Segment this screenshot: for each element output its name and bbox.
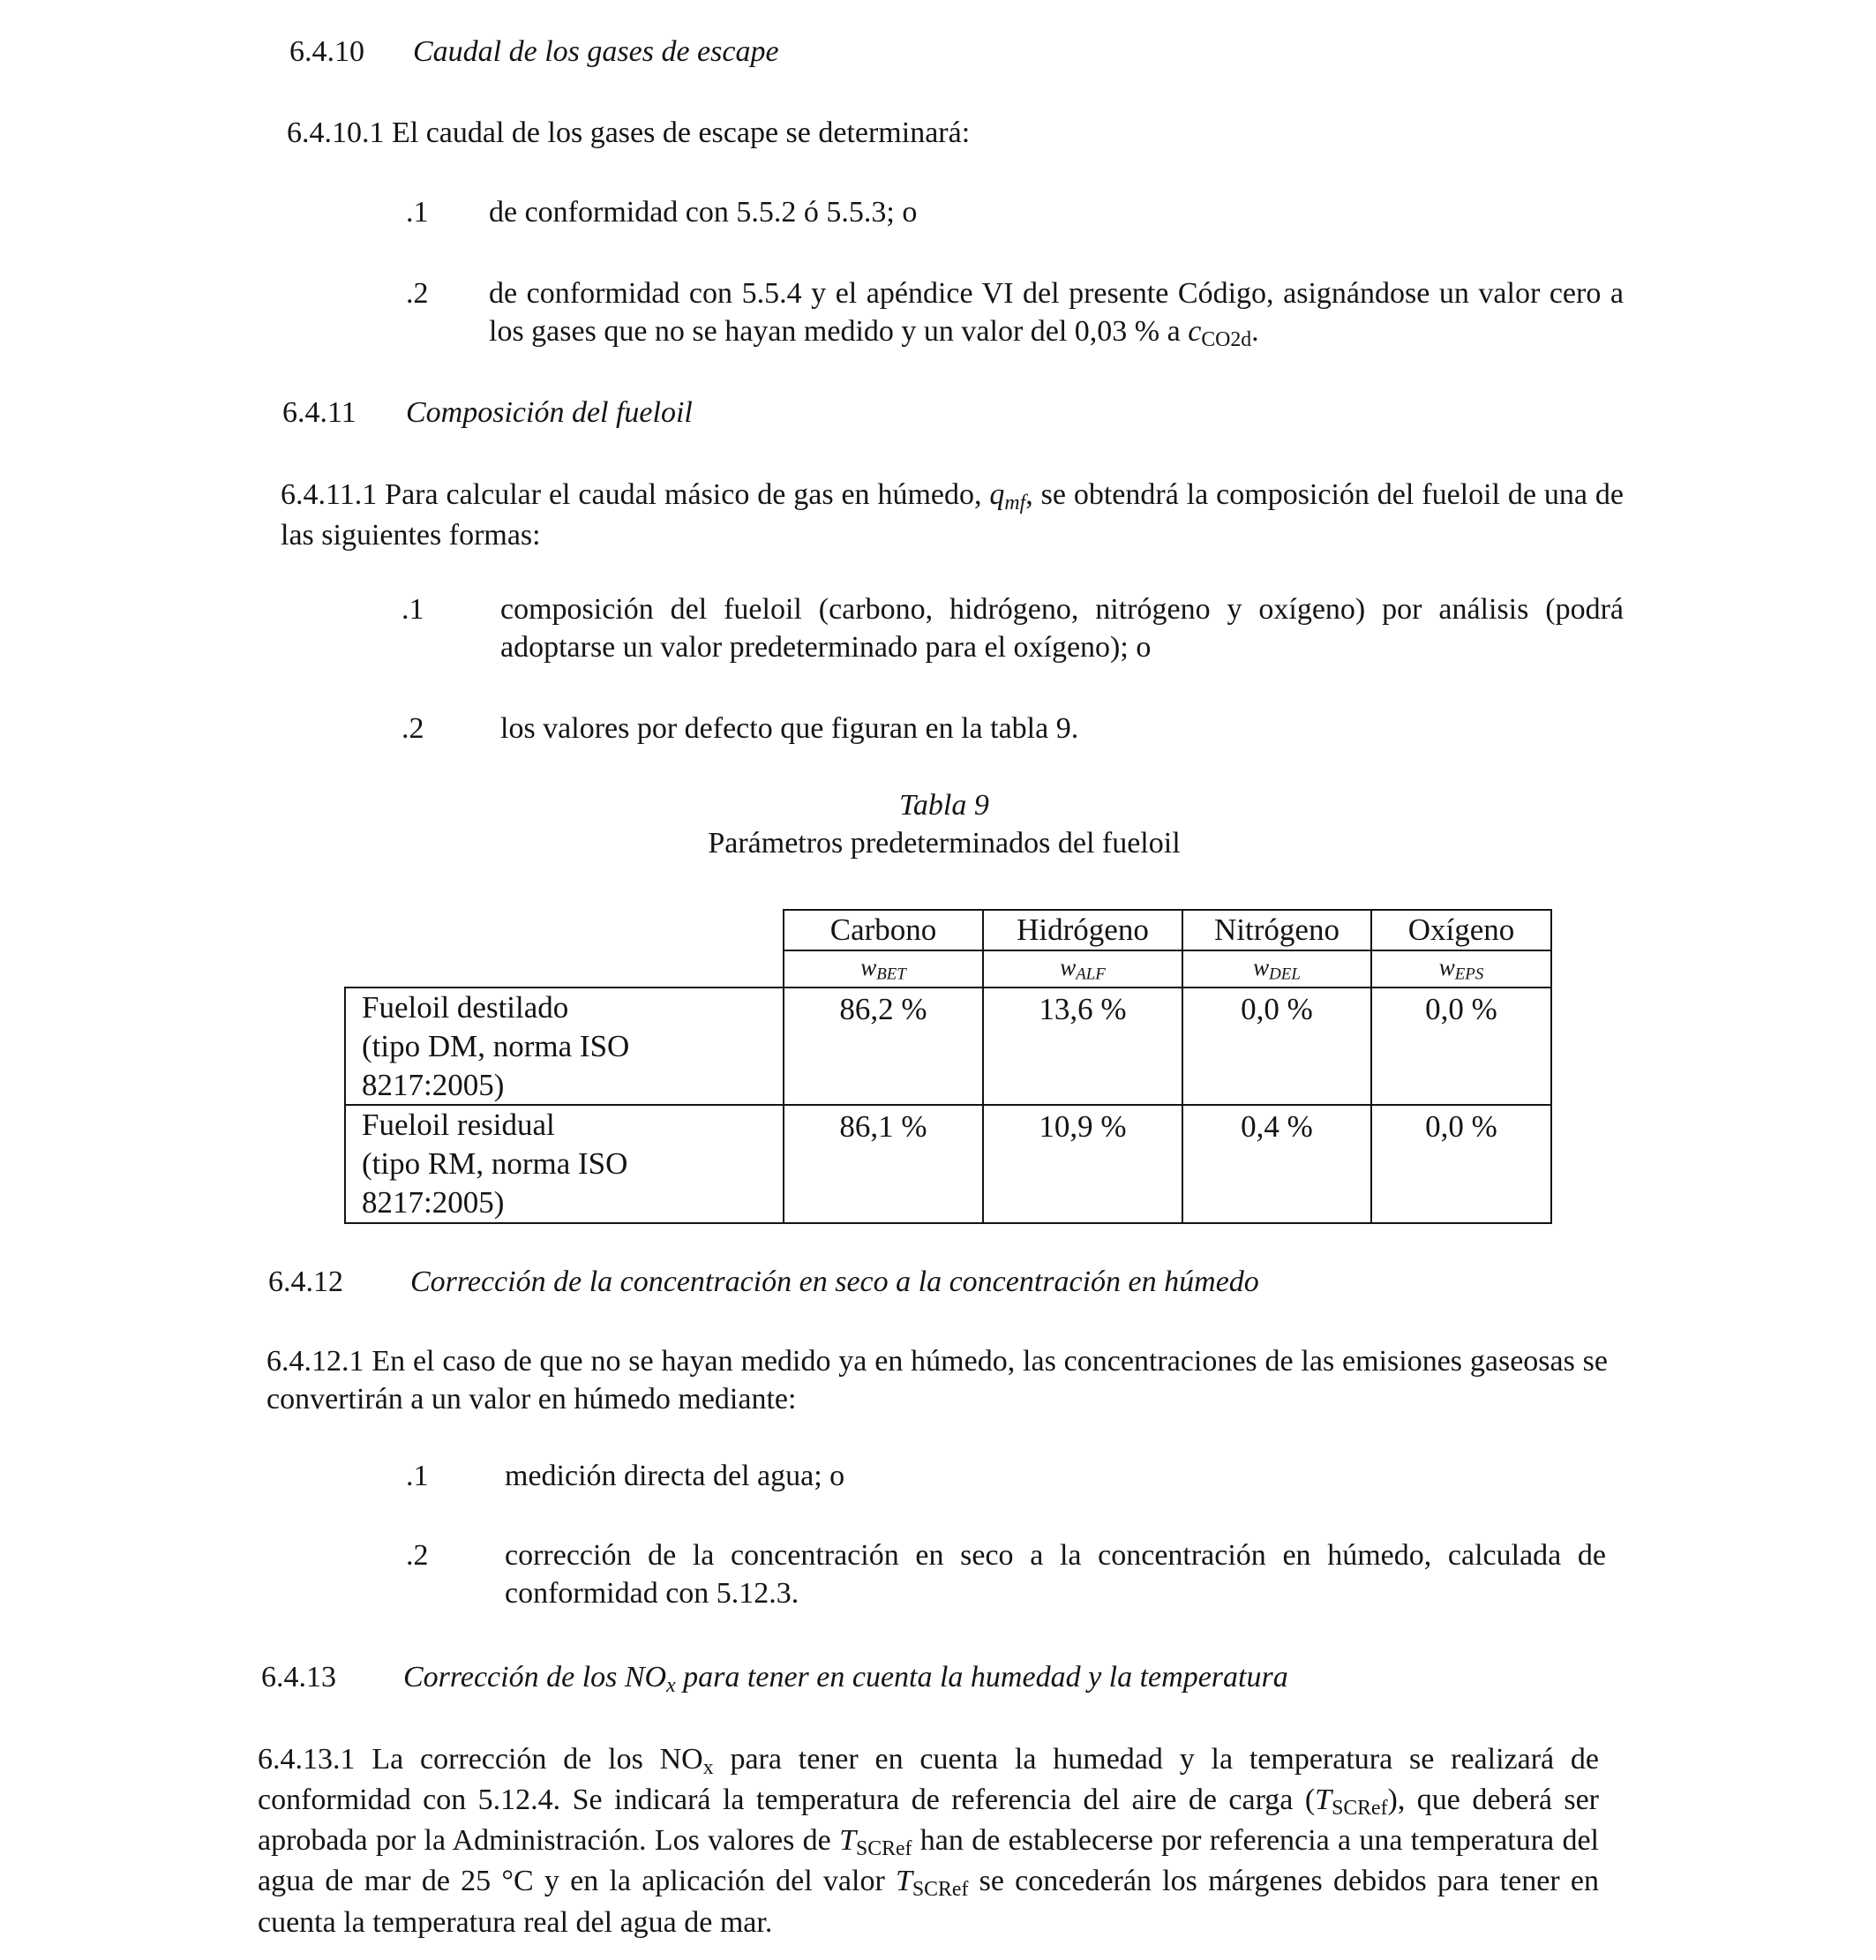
table-row xyxy=(345,988,1551,1105)
column-symbol-carbono xyxy=(784,950,983,988)
row-label xyxy=(345,988,784,1105)
row-label xyxy=(345,1105,784,1222)
list-item xyxy=(401,710,1624,750)
paragraph-6-4-13-1 xyxy=(258,1740,1599,1941)
fuel-parameters-table xyxy=(344,909,1552,1224)
symbol-w: w xyxy=(1438,953,1455,980)
table-caption-subtitle: Parámetros predeterminados del fueloil xyxy=(708,826,1181,860)
list-item xyxy=(401,591,1624,671)
list-item-mark: .1 xyxy=(401,593,424,626)
cell-nitrogeno: 0,4 % xyxy=(1182,1105,1371,1222)
cell-hidrogeno: 10,9 % xyxy=(983,1105,1182,1222)
row-label-line: Fueloil residual xyxy=(362,1108,555,1143)
list-item-text: composición del fueloil (carbono, hidrógeno, nitrógeno y oxígeno) por análisis (podrá adoptarse un valor predeterminado para el oxígeno); o xyxy=(500,593,1624,664)
list-item-text-main: de conformidad con 5.5.4 y el apéndice VI del presente Código, asignándose un valor cero a los gases que no se hayan medido y un valor del 0,03 % a xyxy=(489,277,1624,348)
list-item xyxy=(406,1458,1606,1498)
variable-subscript: CO2d xyxy=(1201,327,1252,351)
row-label-line: 8217:2005) xyxy=(362,1067,505,1102)
section-heading-6-4-11 xyxy=(282,394,693,432)
list-item-mark: .2 xyxy=(401,712,424,745)
symbol-subscript: BET xyxy=(876,965,906,984)
section-title-subscript: x xyxy=(666,1673,676,1697)
paragraph-text-e: se concederán los márgenes debidos para tener en cuenta la temperatura real del agua de mar. xyxy=(258,1865,1599,1939)
section-number: 6.4.13 xyxy=(261,1661,336,1693)
paragraph-number: 6.4.11.1 xyxy=(281,478,378,511)
cell-carbono: 86,2 % xyxy=(784,988,983,1105)
variable-c: c xyxy=(1188,314,1202,348)
list-item xyxy=(406,275,1624,355)
nox-subscript: x xyxy=(702,1755,714,1779)
paragraph-6-4-10-1 xyxy=(287,115,1610,153)
cell-hidrogeno: 13,6 % xyxy=(983,988,1182,1105)
list-item-text: medición directa del agua; o xyxy=(505,1460,845,1492)
row-label-line: (tipo RM, norma ISO xyxy=(362,1146,628,1182)
section-heading-6-4-10 xyxy=(289,34,779,71)
list-item-text: corrección de la concentración en seco a la concentración en húmedo, calculada de conformidad con 5.12.3. xyxy=(505,1539,1606,1610)
variable-q: q xyxy=(989,478,1005,511)
column-symbol-oxigeno xyxy=(1371,950,1551,988)
paragraph-text: El caudal de los gases de escape se determinará: xyxy=(392,116,971,149)
cell-carbono: 86,1 % xyxy=(784,1105,983,1222)
section-heading-6-4-12 xyxy=(268,1264,1259,1302)
section-title: Corrección de la concentración en seco a la concentración en húmedo xyxy=(410,1265,1259,1298)
variable-t: T xyxy=(839,1824,857,1858)
list-item-text: de conformidad con 5.5.2 ó 5.5.3; o xyxy=(489,196,918,229)
variable-subscript: SCRef xyxy=(912,1878,969,1902)
list-item-mark: .1 xyxy=(406,1460,429,1492)
section-number: 6.4.11 xyxy=(282,396,356,429)
section-heading-6-4-13 xyxy=(261,1659,1288,1700)
section-title: Composición del fueloil xyxy=(406,396,693,429)
cell-oxigeno: 0,0 % xyxy=(1371,1105,1551,1222)
table-caption-title: Tabla 9 xyxy=(899,789,989,822)
variable-t: T xyxy=(896,1865,912,1898)
section-title: Caudal de los gases de escape xyxy=(413,35,779,68)
row-label-line: 8217:2005) xyxy=(362,1184,505,1220)
paragraph-text-a: La corrección de los NO xyxy=(371,1743,703,1776)
paragraph-number: 6.4.10.1 xyxy=(287,116,385,149)
column-symbol-nitrogeno xyxy=(1182,950,1371,988)
table-corner xyxy=(345,910,784,988)
symbol-w: w xyxy=(860,953,877,980)
paragraph-number: 6.4.13.1 xyxy=(258,1743,356,1776)
paragraph-6-4-12-1 xyxy=(266,1343,1608,1418)
cell-oxigeno: 0,0 % xyxy=(1371,988,1551,1105)
list-item-text xyxy=(489,275,1624,353)
table-header-row xyxy=(345,910,1551,950)
list-item-text: los valores por defecto que figuran en la tabla 9. xyxy=(500,712,1079,745)
symbol-subscript: ALF xyxy=(1076,965,1106,984)
list-item xyxy=(406,1537,1606,1617)
paragraph-text-a: Para calcular el caudal másico de gas en húmedo, xyxy=(385,478,990,511)
paragraph-6-4-11-1 xyxy=(281,477,1624,554)
column-header-hidrogeno: Hidrógeno xyxy=(983,910,1182,950)
column-symbol-hidrogeno xyxy=(983,950,1182,988)
symbol-w: w xyxy=(1060,953,1077,980)
list-item-end: . xyxy=(1251,314,1259,348)
list-item-mark: .2 xyxy=(406,1539,429,1572)
list-item-mark: .1 xyxy=(406,196,429,229)
section-title xyxy=(403,1661,1288,1697)
variable-subscript: mf xyxy=(1004,491,1026,514)
section-number: 6.4.10 xyxy=(289,35,364,68)
row-label-line: Fueloil destilado xyxy=(362,990,569,1025)
column-header-oxigeno: Oxígeno xyxy=(1371,910,1551,950)
cell-nitrogeno: 0,0 % xyxy=(1182,988,1371,1105)
paragraph-text-c: ), que deberá ser aprobada por la Administración. Los valores de xyxy=(258,1784,1599,1858)
symbol-w: w xyxy=(1253,953,1270,980)
variable-subscript: SCRef xyxy=(856,1837,912,1861)
column-header-carbono: Carbono xyxy=(784,910,983,950)
table-caption xyxy=(529,787,1359,862)
symbol-subscript: DEL xyxy=(1269,965,1301,984)
paragraph-text-b: para tener en cuenta la humedad y la temperatura se realizará de conformidad con 5.12.4. Se indicará la temperatura de referencia del aire de carga ( xyxy=(258,1743,1600,1817)
column-header-nitrogeno: Nitrógeno xyxy=(1182,910,1371,950)
section-title-b: para tener en cuenta la humedad y la temperatura xyxy=(675,1661,1288,1693)
variable-t: T xyxy=(1315,1784,1332,1817)
section-title-a: Corrección de los NO xyxy=(403,1661,667,1693)
list-item-mark: .2 xyxy=(406,277,429,310)
variable-subscript: SCRef xyxy=(1332,1797,1388,1821)
symbol-subscript: EPS xyxy=(1454,965,1484,984)
list-item xyxy=(406,194,1624,234)
paragraph-text: En el caso de que no se hayan medido ya en húmedo, las concentraciones de las emisiones gaseosas se convertirán a un valor en húmedo mediante: xyxy=(266,1345,1608,1416)
paragraph-text-d: han de establecerse por referencia a una temperatura del agua de mar de 25 °C y en la aplicación del valor xyxy=(258,1824,1599,1898)
section-number: 6.4.12 xyxy=(268,1265,343,1298)
row-label-line: (tipo DM, norma ISO xyxy=(362,1028,630,1063)
table-row xyxy=(345,1105,1551,1222)
paragraph-text-b: , se obtendrá la composición del fueloil de una de las siguientes formas: xyxy=(281,478,1624,552)
paragraph-number: 6.4.12.1 xyxy=(266,1345,364,1378)
